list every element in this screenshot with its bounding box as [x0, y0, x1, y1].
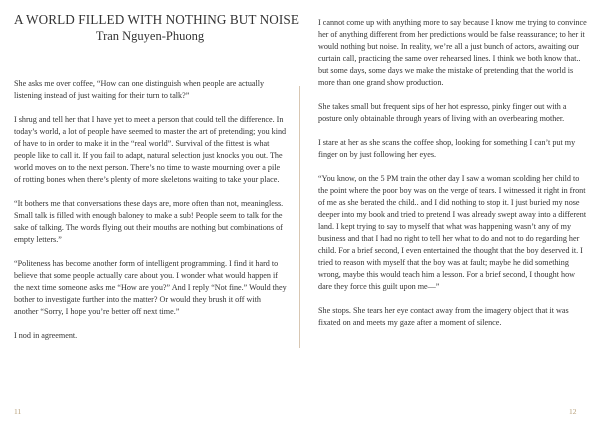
paragraph: She stops. She tears her eye contact away from the imagery object that it was fixated on and meets my gaze after a moment of silence.	[318, 306, 569, 327]
author-name: Tran Nguyen-Phuong	[95, 29, 205, 43]
paragraph: “Politeness has become another form of intelligent programming. I find it hard to believe that some people actually care about you. I wonder what would happen if the next time someone asks me “How are you?” And I reply “Not fine.” Would they bother to investigate further into the matter? Or would they brush it off with another “Sorry, I hope you’re better off next time.”	[14, 259, 287, 316]
paragraph: I shrug and tell her that I have yet to meet a person that could tell the difference. In today’s world, a lot of people have seemed to master the art of pretending; you kind of have to in order to make it in the “real world”. Survival of the fittest is what people like to call it. If you fail to adapt, natural selection just knocks you out. The world moves on to the next person. There’s no time to waste mourning over a pile of rotting bones when there’s plenty of more skeletons waiting to take your place.	[14, 115, 287, 184]
page-number: 11	[14, 407, 22, 416]
story-title: A WORLD FILLED WITH NOTHING BUT NOISE	[14, 12, 300, 27]
paragraph: “It bothers me that conversations these days are, more often than not, meaningless. Small talk is filled with enough baloney to make a sub! People seem to talk for the sake of talking. The words flying out their mouths are nothing but combinations of empty letters.”	[14, 199, 284, 244]
paragraph: She asks me over coffee, “How can one distinguish when people are actually listening instead of just waiting for their turn to talk?”	[14, 79, 265, 100]
paragraph: I nod in agreement.	[14, 331, 78, 340]
right-page	[300, 0, 600, 424]
paragraph: I cannot come up with anything more to say because I know me trying to convince her of anything different from her predictions would be false reassurance; to her it would nothing but noise. In reality, we’re all a just bunch of actors, awaiting our curtain call, practicing the same over rehearsed lines. I think we both know that.. but some days, some days we make the mistake of pretending that the world is more than one grand show production.	[318, 18, 587, 87]
right-page-body	[318, 17, 589, 329]
left-page-body	[14, 78, 287, 342]
paragraph: She takes small but frequent sips of her hot espresso, pinky finger out with a posture only obtainable through years of living with an overbearing mother.	[318, 102, 567, 123]
paragraph: I stare at her as she scans the coffee shop, looking for something I can’t put my finger on by just following her eyes.	[318, 138, 576, 159]
paragraph: “You know, on the 5 PM train the other day I saw a woman scolding her child to the point where the poor boy was on the verge of tears. I witnessed it right in front of me as she berated the child.. and I did nothing to stop it. I just buried my nose deeper into my book and tried to pretend I was already swept away into a different land. I kept trying to say to myself that what was happening wasn’t any of my business and that I had no right to tell her what to do and not to do regarding her child. For a brief second, I even entertained the thought that the boy deserved it. I tried to reason with myself that the boy was at fault; maybe he did something wrong, maybe this would teach him a lesson. For a brief second, I thought how dare they force this guilt upon me—”	[318, 174, 587, 291]
page-number: 12	[569, 407, 577, 416]
